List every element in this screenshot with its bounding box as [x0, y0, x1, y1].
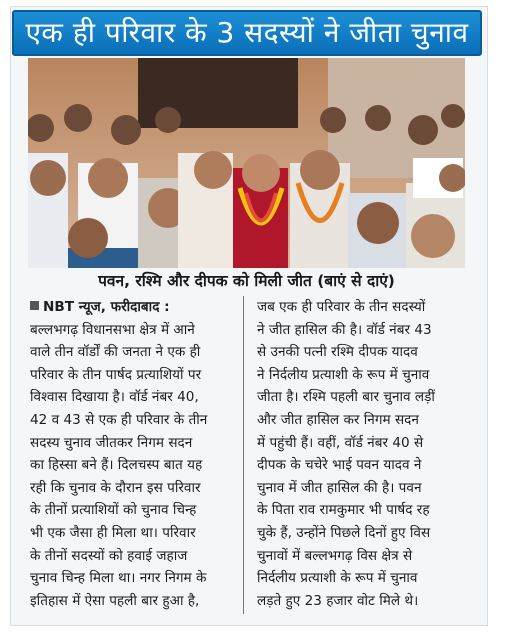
article-column-right [257, 296, 467, 612]
article-line: परिवार के तीन पार्षद प्रत्याशियों पर [30, 366, 202, 383]
column-divider [243, 296, 244, 614]
article-line: वाले तीन वॉर्डों की जनता ने एक ही [30, 344, 201, 361]
article-line: के पिता राव रामकुमार भी पार्षद रह [257, 502, 430, 519]
article-line: ने निर्दलीय प्रत्याशी के रूप में चुनाव [257, 366, 430, 383]
article-line: इतिहास में ऐसा पहली बार हुआ है, [30, 592, 200, 609]
article-line: ने जीत हासिल की है। वॉर्ड नंबर 43 [257, 321, 432, 338]
article-line: बल्लभगढ़ विधानसभा क्षेत्र में आने [30, 321, 195, 338]
article-line: चुके हैं, उन्होंने पिछले दिनों हुए विस [257, 524, 431, 541]
article-line: चुनाव चिन्ह मिला था। नगर निगम के [30, 570, 207, 587]
dateline [30, 296, 238, 319]
article-line: और जीत हासिल कर निगम सदन [257, 411, 419, 428]
article-column-left [30, 296, 238, 612]
article-line: दीपक के चचेरे भाई पवन यादव ने [257, 457, 422, 474]
article-line: से उनकी पत्नी रश्मि दीपक यादव [257, 344, 418, 361]
article-line: जब एक ही परिवार के तीन सदस्यों [257, 299, 426, 315]
article-line: लड़ते हुए 23 हजार वोट मिले थे। [257, 592, 419, 609]
article-line: के तीनों प्रत्याशियों को चुनाव चिन्ह [30, 502, 197, 519]
article-line: रही कि चुनाव के दौरान इस परिवार [30, 479, 201, 496]
article-line: 42 व 43 से एक ही परिवार के तीन [30, 411, 208, 428]
photo-caption: पवन, रश्मि और दीपक को मिली जीत (बाएं से दाएं) [98, 272, 395, 290]
article-line: में पहुंची हैं। वहीं, वॉर्ड नंबर 40 से [257, 434, 424, 451]
dateline-source: NBT न्यूज, फरीदाबाद : [43, 299, 170, 315]
article-line: सदस्य चुनाव जीतकर निगम सदन [30, 434, 193, 451]
crowd-photo-illustration [28, 58, 465, 268]
article-line: जीता है। रश्मि पहली बार चुनाव लड़ीं [257, 389, 435, 406]
headline: एक ही परिवार के 3 सदस्यों ने जीता चुनाव [12, 10, 482, 56]
article-line: चुनावों में बल्लभगढ़ विस क्षेत्र से [257, 547, 413, 564]
article-line: विश्वास दिखाया है। वॉर्ड नंबर 40, [30, 389, 199, 406]
article-line: का हिस्सा बने हैं। दिलचस्प बात यह [30, 457, 203, 474]
article-line: चुनाव में जीत हासिल की है। पवन [257, 479, 422, 496]
bullet-square-icon [30, 301, 39, 310]
news-photo [28, 58, 465, 268]
article-line: निर्दलीय प्रत्याशी के रूप में चुनाव [257, 570, 418, 587]
article-line: भी एक जैसा ही मिला था। परिवार [30, 524, 196, 541]
article-line: के तीनों सदस्यों को हवाई जहाज [30, 547, 188, 564]
